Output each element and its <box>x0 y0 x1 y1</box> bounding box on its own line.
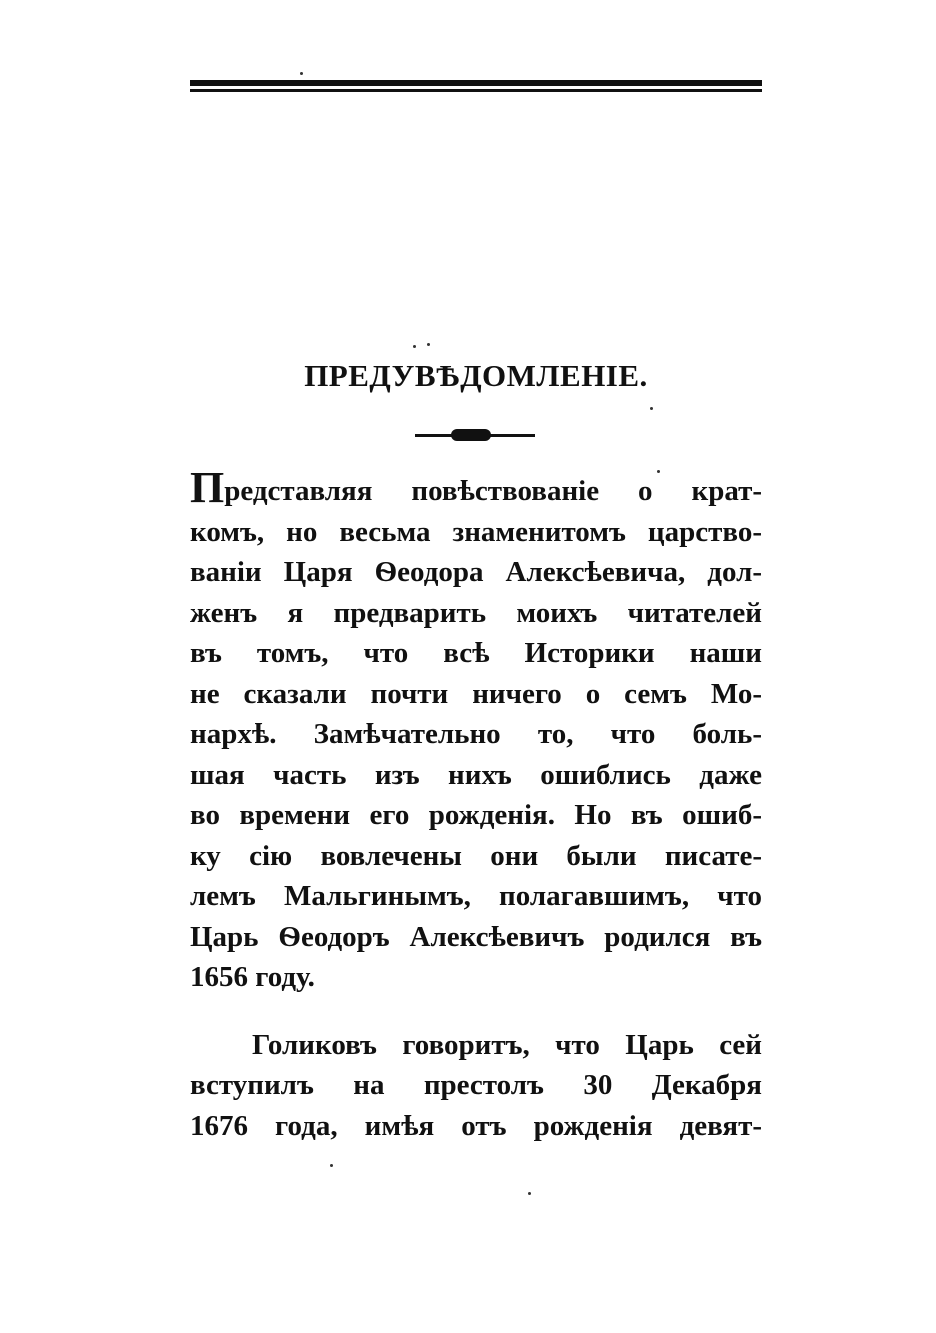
paragraph-1-line: нархѣ. Замѣчательно то, что боль- <box>190 718 762 750</box>
print-speck <box>413 345 416 348</box>
top-double-rule <box>190 80 762 93</box>
paragraph-1-line <box>190 463 762 512</box>
paragraph-2-line: 1676 года, имѣя отъ рожденія девят- <box>190 1109 762 1142</box>
print-speck <box>427 343 430 346</box>
print-speck <box>650 407 653 410</box>
paragraph-2-line <box>190 1025 762 1066</box>
paragraph-1-line-text: редставляя повѣствованіе о крат- <box>224 475 762 507</box>
paragraph-1-line: 1656 году. <box>190 961 315 993</box>
paragraph-2-line-text: Голиковъ говоритъ, что Царь сей <box>252 1028 762 1061</box>
top-rule-thick <box>190 80 762 86</box>
ornament-divider <box>415 425 535 443</box>
print-speck <box>300 72 303 75</box>
print-speck <box>528 1192 531 1195</box>
paragraph-2-line: вступилъ на престолъ 30 Декабря <box>190 1069 762 1101</box>
paragraph-1-line: во времени его рожденія. Но въ ошиб- <box>190 799 762 831</box>
paragraph-1-line: ку сію вовлечены они были писате- <box>190 839 762 872</box>
page-title: ПРЕДУВѢДОМЛЕНІЕ. <box>304 358 648 393</box>
top-rule-thin <box>190 89 762 92</box>
body-text <box>190 463 762 1146</box>
paragraph-1-line: Царь Ѳеодоръ Алексѣевичъ родился въ <box>190 920 762 953</box>
drop-cap: П <box>190 463 225 512</box>
paragraph-1-line: женъ я предварить моихъ читателей <box>190 596 762 629</box>
paragraph-1-line: въ томъ, что всѣ Историки наши <box>190 637 762 669</box>
paragraph-1-line: не сказали почти ничего о семъ Мо- <box>190 677 762 710</box>
paragraph-2 <box>190 1025 762 1147</box>
print-speck <box>657 470 660 473</box>
paragraph-1-line: шая часть изъ нихъ ошиблись даже <box>190 758 762 791</box>
paragraph-1-line: лемъ Мальгинымъ, полагавшимъ, что <box>190 880 762 912</box>
ornament-knot <box>451 429 491 441</box>
paragraph-1 <box>190 463 762 998</box>
paragraph-1-line: комъ, но весьма знаменитомъ царство- <box>190 515 762 548</box>
paragraph-1-line: ваніи Царя Ѳеодора Алексѣевича, дол- <box>190 556 762 588</box>
print-speck <box>330 1164 333 1167</box>
